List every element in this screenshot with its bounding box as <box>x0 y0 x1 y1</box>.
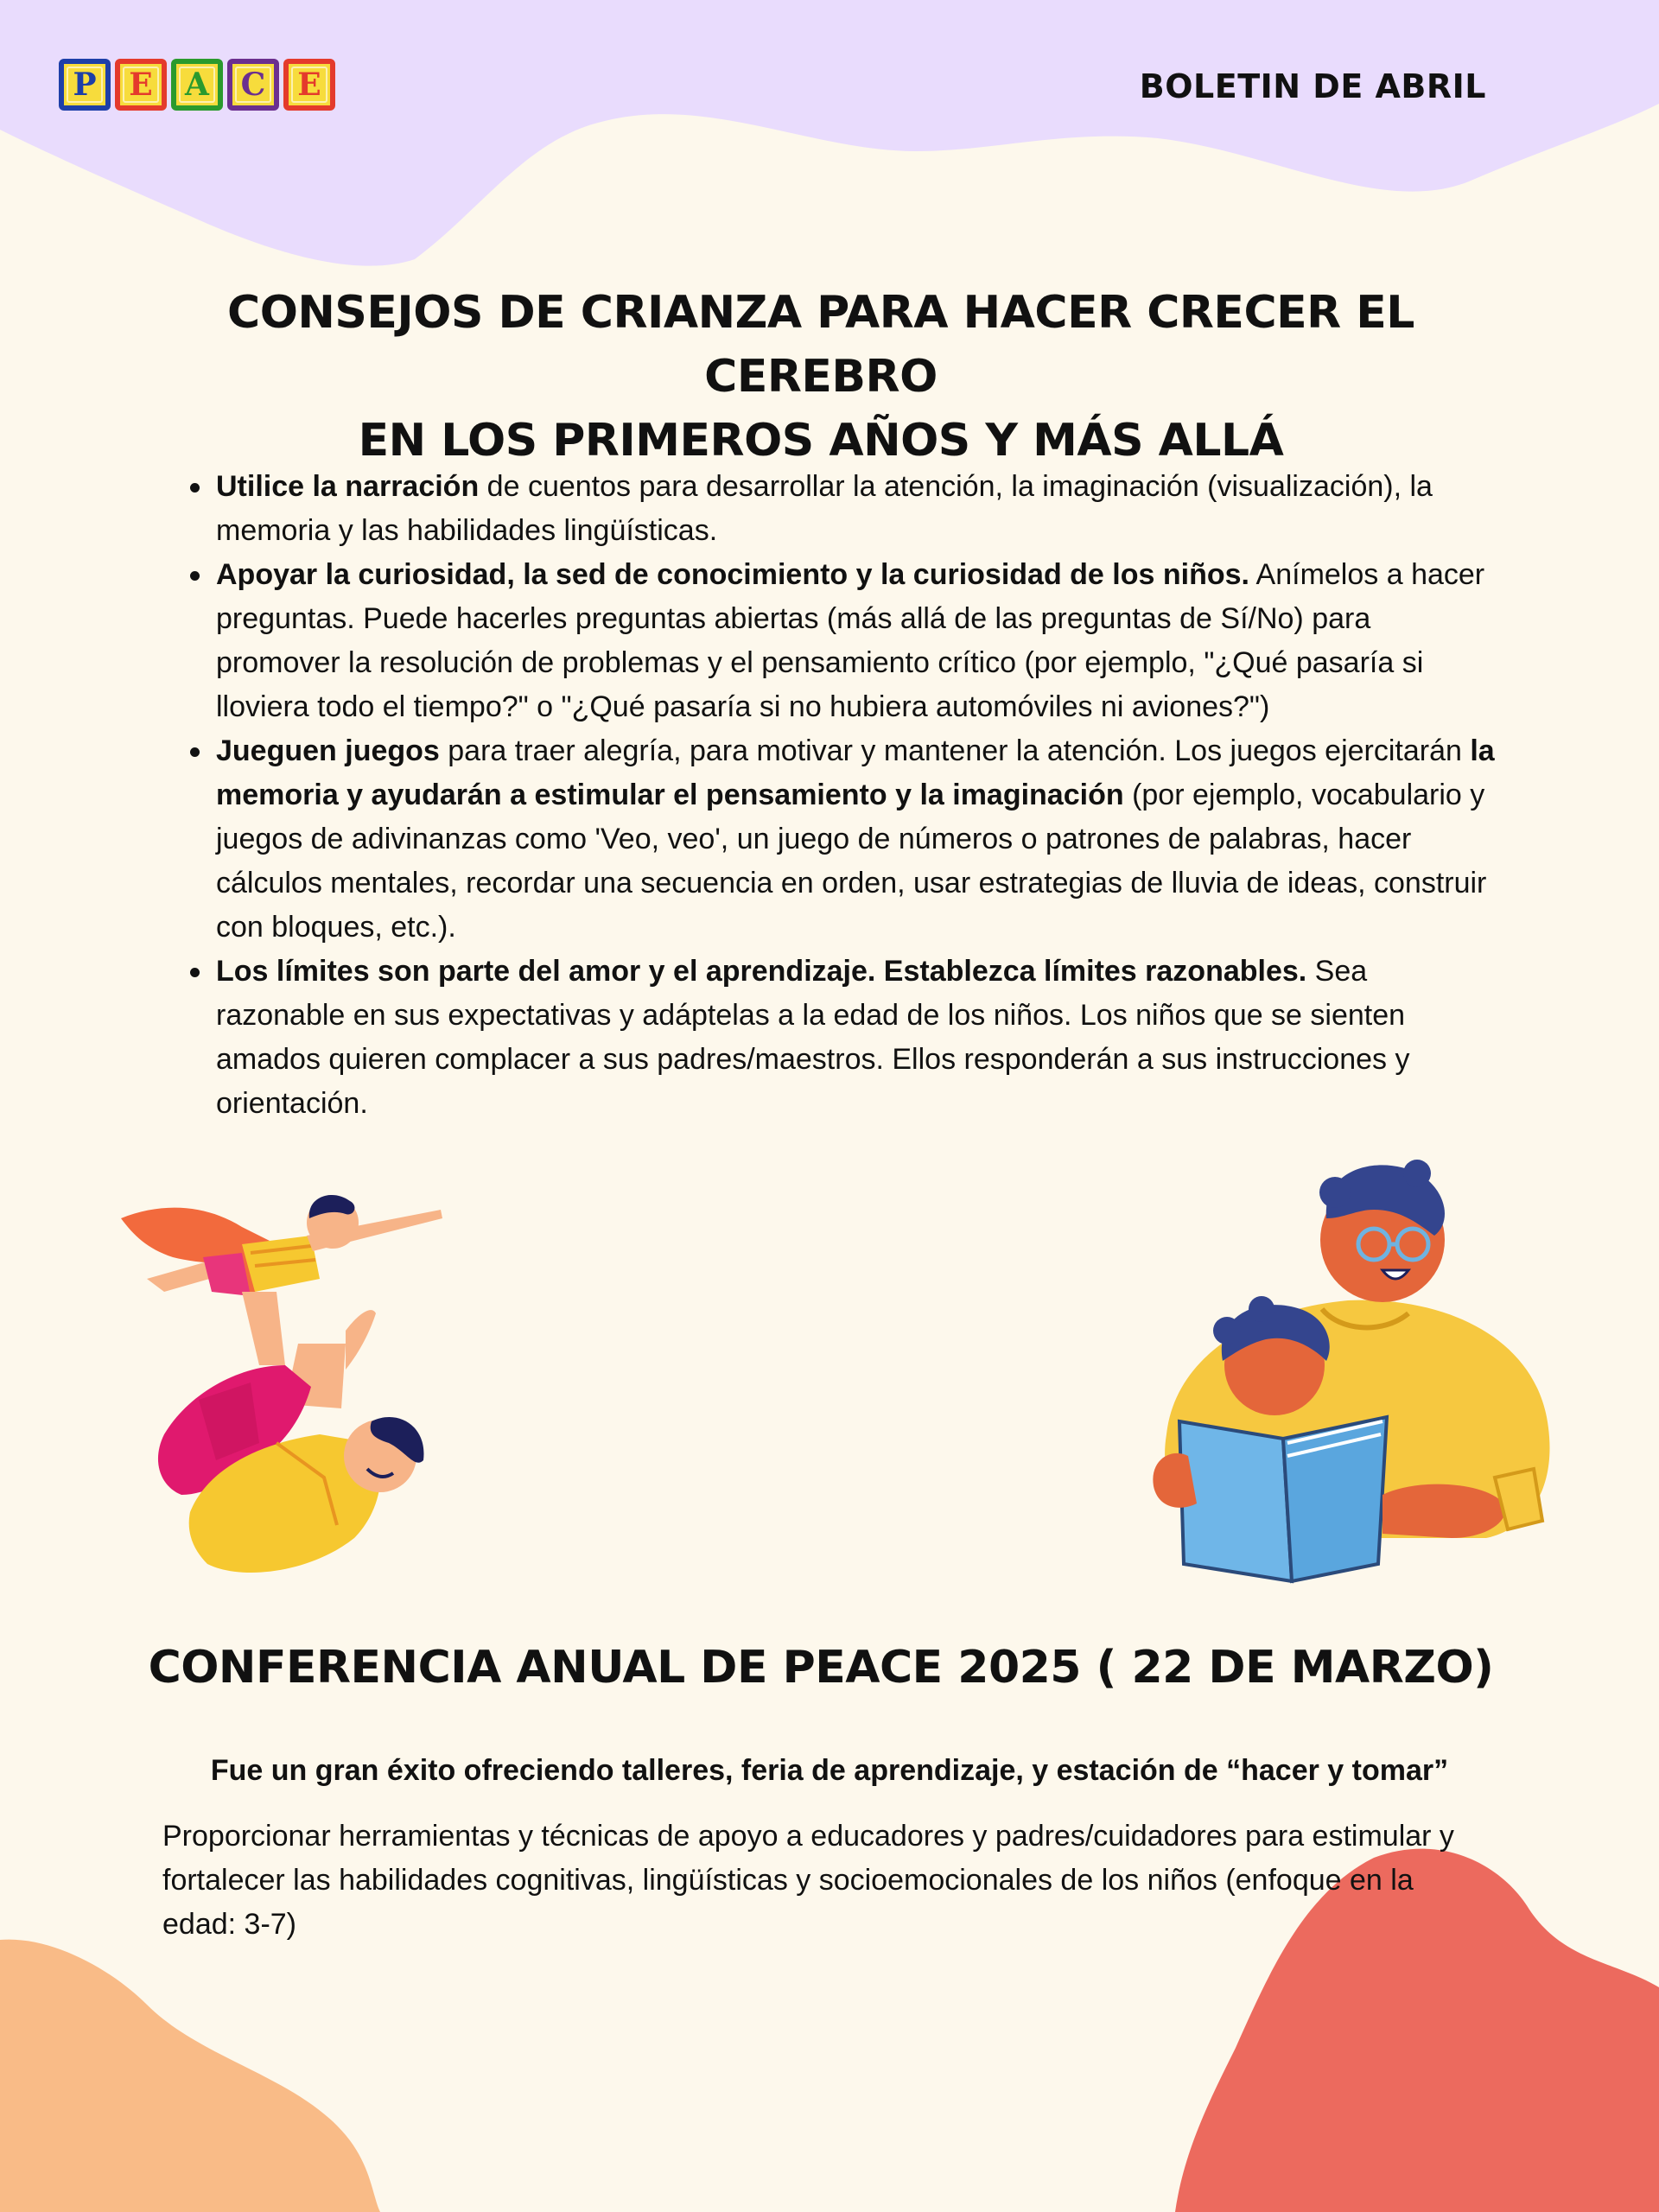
conference-description: Proporcionar herramientas y técnicas de apoyo a educadores y padres/cuidadores para estimular y fortalecer las habilidades cognitivas, lingüísticas y socioemocionales de los niños (enfoque en la edad: 3-7) <box>162 1820 1454 1941</box>
logo-block-p: P <box>59 59 111 111</box>
tip-text: para traer alegría, para motivar y mantener la atención. Los juegos ejercitarán <box>439 734 1471 767</box>
logo-block-a: A <box>171 59 223 111</box>
tip-text: Sea razonable en sus expectativas y adáptelas a la edad de los niños. Los niños que se sienten amados quieren complacer a sus padres/maestros. Ellos responderán a sus instrucciones y orientación. <box>216 955 1410 1120</box>
conference-subtitle: Fue un gran éxito ofreciendo talleres, feria de aprendizaje, y estación de “hacer y tomar” <box>210 1754 1449 1787</box>
conference-title: CONFERENCIA ANUAL DE PEACE 2025 ( 22 DE MARZO) <box>148 1642 1494 1694</box>
article-title-line-1: CONSEJOS DE CRIANZA PARA HACER CRECER EL CEREBRO <box>227 287 1414 403</box>
parent-lifting-child-illustration <box>112 1184 518 1599</box>
bottom-left-orange-blob-decoration <box>0 1918 484 2212</box>
article-title-line-2: EN LOS PRIMEROS AÑOS Y MÁS ALLÁ <box>358 415 1284 467</box>
tip-text-2: (por ejemplo, vocabulario y juegos de adivinanzas como 'Veo, veo', un juego de números o patrones de palabras, hacer cálculos mentales, recordar una secuencia en orden, usar estrategias de lluvia de ideas, construir con bloques, etc.). <box>216 779 1487 944</box>
tip-limits <box>216 950 1500 1126</box>
newsletter-title: BOLETIN DE ABRIL <box>1139 67 1486 105</box>
tip-games <box>216 729 1500 950</box>
tip-text: Anímelos a hacer preguntas. Puede hacerles preguntas abiertas (más allá de las preguntas de Sí/No) para promover la resolución de problemas y el pensamiento crítico (por ejemplo, "¿Qué pasaría si lloviera todo el tiempo?" o "¿Qué pasaría si no hubiera automóviles ni aviones?") <box>216 558 1485 723</box>
tip-bold-2: la memoria y ayudarán a estimular el pensamiento y la imaginación <box>216 734 1495 811</box>
tip-curiosity <box>216 553 1500 729</box>
logo-block-e2: E <box>283 59 335 111</box>
tip-bold: Apoyar la curiosidad, la sed de conocimiento y la curiosidad de los niños. <box>216 558 1249 591</box>
tip-bold: Los límites son parte del amor y el aprendizaje. Establezca límites razonables. <box>216 955 1307 988</box>
tip-bold: Utilice la narración <box>216 470 480 503</box>
peace-logo <box>59 59 335 111</box>
article-title <box>156 281 1486 473</box>
tip-bold: Jueguen juegos <box>216 734 440 767</box>
top-purple-wave-decoration <box>0 0 1659 276</box>
tip-text: de cuentos para desarrollar la atención, la imaginación (visualización), la memoria y las habilidades lingüísticas. <box>216 470 1433 547</box>
tip-storytelling <box>216 465 1500 553</box>
logo-block-e: E <box>115 59 167 111</box>
parenting-tips-list <box>178 465 1500 1126</box>
logo-block-c: C <box>227 59 279 111</box>
father-reading-with-child-illustration <box>1123 1158 1564 1590</box>
